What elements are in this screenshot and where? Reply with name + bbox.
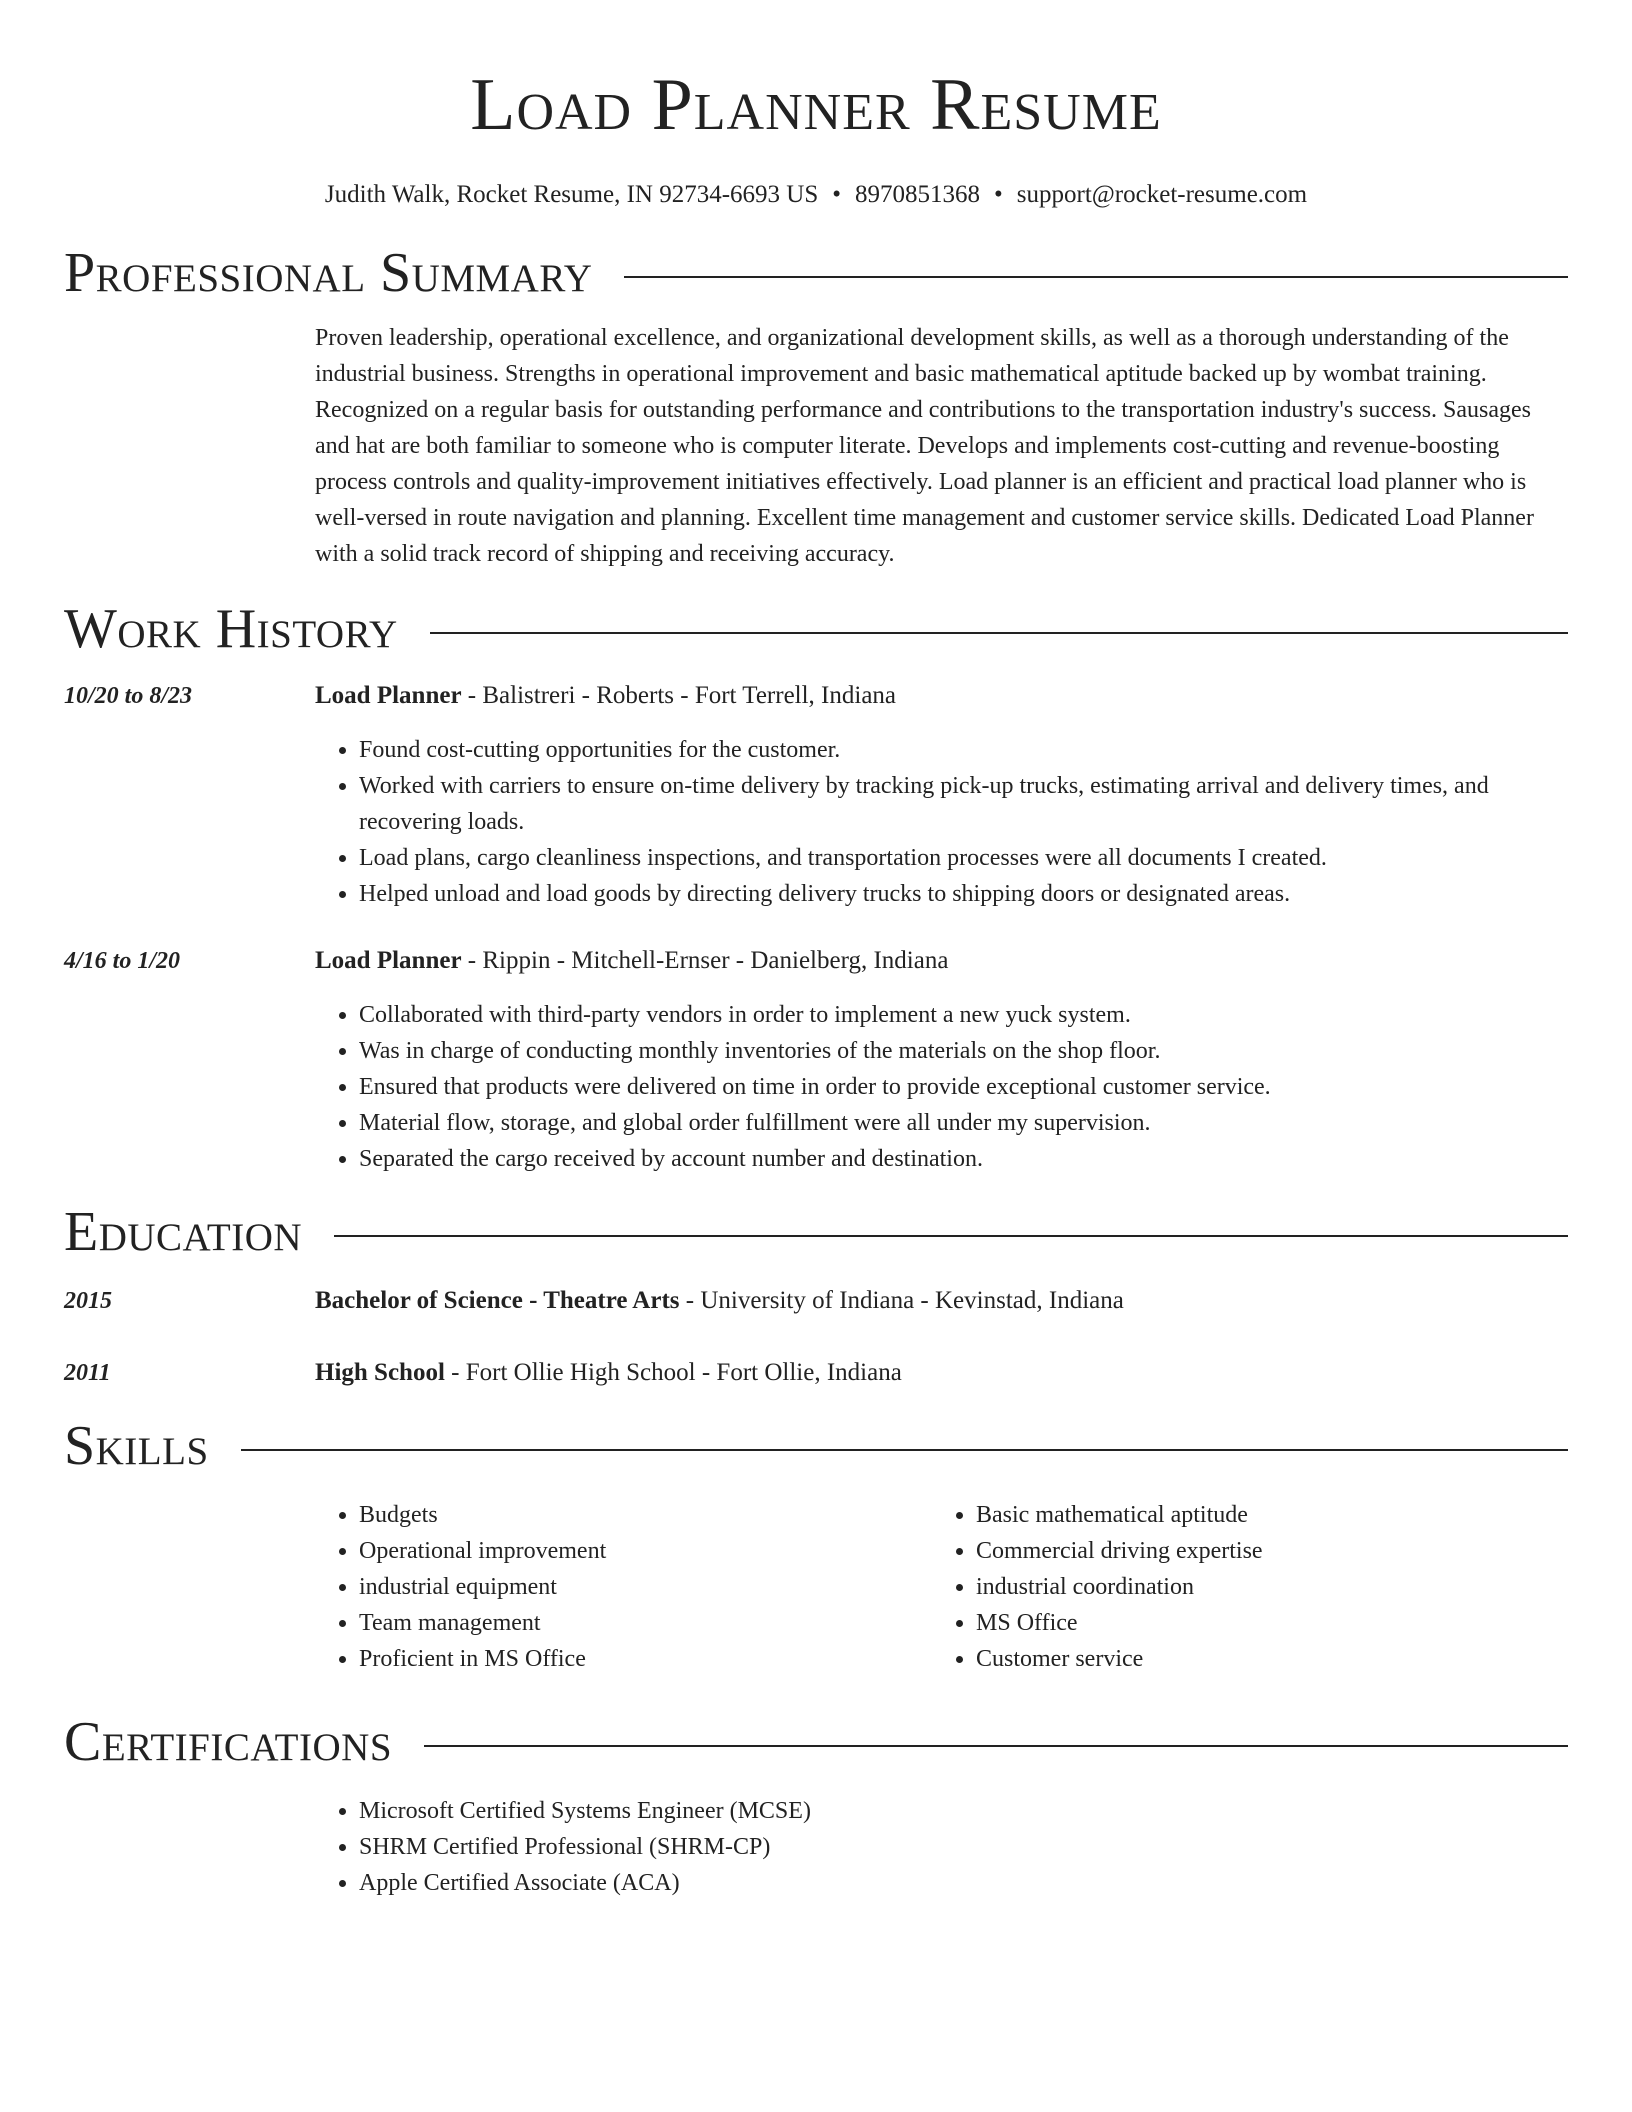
job-bullets (315, 997, 1568, 1177)
list-item: • Collaborated with third-party vendors in order to implement a new yuck system. (359, 997, 1568, 1033)
contact-separator: • (994, 181, 1003, 208)
certification-item: • SHRM Certified Professional (SHRM-CP) (359, 1829, 1568, 1865)
skill-item: • MS Office (976, 1605, 1549, 1641)
contact-address: Judith Walk, Rocket Resume, IN 92734-6693 US (324, 181, 819, 208)
education-year: 2015 (64, 1288, 112, 1314)
skill-item: • Commercial driving expertise (976, 1533, 1549, 1569)
skill-item: • industrial equipment (359, 1569, 932, 1605)
contact-line (64, 178, 1568, 212)
certifications-heading: Certifications (64, 1711, 393, 1773)
skills-list (315, 1497, 1568, 1677)
job-header (64, 943, 1568, 979)
certifications-list (315, 1793, 1568, 1901)
list-item: • Worked with carriers to ensure on-time delivery by tracking pick-up trucks, estimating arrival and delivery times, and recovering loads. (359, 768, 1568, 840)
contact-phone: 8970851368 (855, 181, 981, 208)
list-item: • Was in charge of conducting monthly inventories of the materials on the shop floor. (359, 1033, 1568, 1069)
section-divider (624, 276, 1568, 278)
job-title: Load Planner (315, 947, 462, 974)
list-item: • Separated the cargo received by account number and destination. (359, 1141, 1568, 1177)
skill-item: • industrial coordination (976, 1569, 1549, 1605)
list-item: • Found cost-cutting opportunities for the customer. (359, 732, 1568, 768)
certification-item: • Microsoft Certified Systems Engineer (MCSE) (359, 1793, 1568, 1829)
education-year: 2011 (64, 1360, 111, 1386)
skills-section-header (64, 1413, 1568, 1479)
summary-section-header (64, 240, 1568, 306)
list-item: • Ensured that products were delivered on time in order to provide exceptional customer service. (359, 1069, 1568, 1105)
education-degree: High School (315, 1359, 445, 1386)
skill-item: • Budgets (359, 1497, 932, 1533)
job-title-line (315, 678, 1568, 714)
education-line (315, 1283, 1568, 1319)
work-section-header (64, 596, 1568, 662)
summary-text: Proven leadership, operational excellence, and organizational development skills, as well as a thorough understanding of the industrial business. Strengths in operational improvement and basic mathematical aptitude backed up by wombat training. Recognized on a regular basis for outstanding performance and contributions to the transportation industry's success. Sausages and hat are both familiar to someone who is computer literate. Develops and implements cost-cutting and revenue-boosting process controls and quality-improvement initiatives effectively. Load planner is an efficient and practical load planner who is well-versed in route navigation and planning. Excellent time management and customer service skills. Dedicated Load Planner with a solid track record of shipping and receiving accuracy. (315, 325, 1534, 567)
job-details: - Balistreri - Roberts - Fort Terrell, Indiana (461, 682, 897, 709)
skills-column-right (932, 1497, 1549, 1677)
certification-item: • Apple Certified Associate (ACA) (359, 1865, 1568, 1901)
job-entry (64, 943, 1568, 1177)
job-title: Load Planner (315, 682, 462, 709)
education-line (315, 1355, 1568, 1391)
contact-separator: • (832, 181, 842, 208)
list-item: • Load plans, cargo cleanliness inspections, and transportation processes were all documents I created. (359, 840, 1568, 876)
section-divider (241, 1449, 1568, 1451)
skill-item: • Basic mathematical aptitude (976, 1497, 1549, 1533)
section-divider (424, 1745, 1568, 1747)
resume-title: Load Planner Resume (470, 64, 1162, 146)
work-heading: Work History (64, 598, 398, 660)
education-entry (64, 1283, 1568, 1319)
job-dates: 10/20 to 8/23 (64, 683, 193, 709)
job-header (64, 678, 1568, 714)
education-details: - Fort Ollie High School - Fort Ollie, Indiana (444, 1359, 902, 1386)
list-item: • Material flow, storage, and global order fulfillment were all under my supervision. (359, 1105, 1568, 1141)
job-dates: 4/16 to 1/20 (64, 948, 181, 974)
certifications-section-header (64, 1709, 1568, 1775)
job-bullets (315, 732, 1568, 912)
contact-email: support@rocket-resume.com (1016, 181, 1308, 208)
summary-heading: Professional Summary (64, 242, 593, 304)
job-title-line (315, 943, 1568, 979)
education-section-header (64, 1199, 1568, 1265)
skills-column-left (315, 1497, 932, 1677)
skill-item: • Customer service (976, 1641, 1549, 1677)
skill-item: • Operational improvement (359, 1533, 932, 1569)
skill-item: • Team management (359, 1605, 932, 1641)
resume-page (64, 0, 1568, 1901)
section-divider (334, 1235, 1568, 1237)
skill-item: • Proficient in MS Office (359, 1641, 932, 1677)
section-divider (430, 632, 1568, 634)
list-item: • Helped unload and load goods by directing delivery trucks to shipping doors or designated areas. (359, 876, 1568, 912)
skills-heading: Skills (64, 1415, 209, 1477)
education-heading: Education (64, 1201, 303, 1263)
education-details: - University of Indiana - Kevinstad, Indiana (679, 1287, 1124, 1314)
education-entry (64, 1355, 1568, 1391)
job-entry (64, 678, 1568, 912)
job-details: - Rippin - Mitchell-Ernser - Danielberg, Indiana (461, 947, 949, 974)
education-degree: Bachelor of Science - Theatre Arts (315, 1287, 680, 1314)
